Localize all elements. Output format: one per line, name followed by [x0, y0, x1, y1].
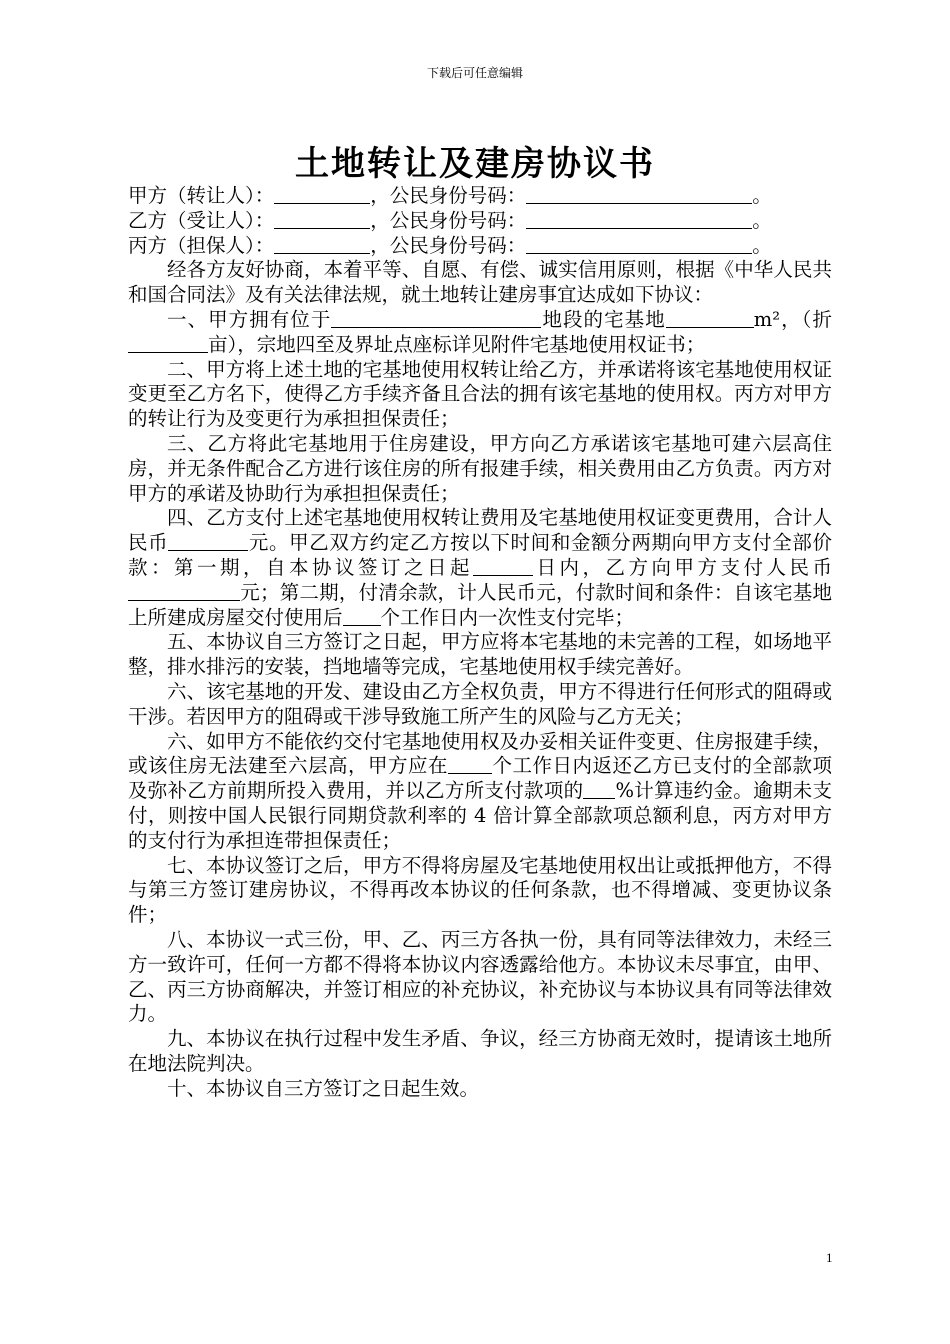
party-c-name-blank	[274, 235, 370, 254]
penalty-percent-blank	[583, 780, 615, 799]
first-payment-blank	[128, 582, 240, 601]
party-c-id-blank	[526, 235, 752, 254]
party-c-line: 丙方（担保人）： ，公民身份号码： 。	[128, 233, 772, 257]
clause-4: 四、乙方支付上述宅基地使用权转让费用及宅基地使用权证变更费用，合计人民币 元。甲乙双方约定乙方按以下时间和金额分两期向甲方支付全部价款：第一期，自本协议签订之日起 日内，乙方向甲方支付人民币元；第二期，付清余款，计人民币元，付款时间和条件：自该宅基地上所建成房屋交付使用后 个工作日内一次性支付完毕；	[128, 506, 832, 629]
party-b-line: 乙方（受让人）： ，公民身份号码： 。	[128, 208, 772, 232]
clause-6b: 六、如甲方不能依约交付宅基地使用权及办妥相关证件变更、住房报建手续，或该住房无法建至六层高，甲方应在 个工作日内返还乙方已支付的全部款项及弥补乙方前期所投入费用，并以乙方所支付款项的 %计算违约金。逾期未支付，则按中国人民银行同期贷款利率的 4 倍计算全部款项总额利息，丙方对甲方的支付行为承担连带担保责任；	[128, 729, 832, 852]
clause-8: 八、本协议一式三份，甲、乙、丙三方各执一份，具有同等法律效力，未经三方一致许可，任何一方都不得将本协议内容透露给他方。本协议未尽事宜，由甲、乙、丙三方协商解决，并签订相应的补充协议，补充协议与本协议具有同等法律效力。	[128, 927, 832, 1026]
party-a-id-blank	[526, 185, 752, 204]
intro-paragraph: 经各方友好协商，本着平等、自愿、有偿、诚实信用原则，根据《中华人民共和国合同法》及有关法律法规，就土地转让建房事宜达成如下协议：	[128, 258, 832, 307]
party-b-id-blank	[526, 210, 752, 229]
header-note: 下载后可任意编辑	[426, 66, 523, 80]
total-amount-blank	[168, 532, 248, 551]
document-body	[128, 184, 832, 1101]
workdays-blank	[343, 607, 381, 626]
mu-blank	[128, 334, 208, 353]
location-blank	[331, 309, 541, 328]
clause-2: 二、甲方将上述土地的宅基地使用权转让给乙方，并承诺将该宅基地使用权证变更至乙方名下，使得乙方手续齐备且合法的拥有该宅基地的使用权。丙方对甲方的转让行为及变更行为承担担保责任；	[128, 357, 832, 431]
clause-3: 三、乙方将此宅基地用于住房建设，甲方向乙方承诺该宅基地可建六层高住房，并无条件配合乙方进行该住房的所有报建手续，相关费用由乙方负责。丙方对甲方的承诺及协助行为承担担保责任；	[128, 431, 832, 505]
document-title: 土地转让及建房协议书	[295, 144, 655, 184]
page-number: 1	[826, 1250, 833, 1265]
clause-6a: 六、该宅基地的开发、建设由乙方全权负责，甲方不得进行任何形式的阻碍或干涉。若因甲方的阻碍或干涉导致施工所产生的风险与乙方无关；	[128, 679, 832, 728]
party-a-name-blank	[274, 185, 370, 204]
clause-1: 一、甲方拥有位于 地段的宅基地 m²，（折亩），宗地四至及界址点座标详见附件宅基地使用权证书；	[128, 308, 832, 358]
refund-days-blank	[448, 755, 492, 774]
clause-7: 七、本协议签订之后，甲方不得将房屋及宅基地使用权出让或抵押他方，不得与第三方签订建房协议，不得再改本协议的任何条款，也不得增减、变更协议条件；	[128, 853, 832, 927]
party-a-line: 甲方（转让人）： ，公民身份号码： 。	[128, 184, 772, 207]
area-blank	[666, 309, 754, 328]
days-blank	[473, 557, 533, 576]
clause-10: 十、本协议自三方签订之日起生效。	[167, 1076, 480, 1100]
party-b-name-blank	[274, 210, 370, 229]
clause-5: 五、本协议自三方签订之日起，甲方应将本宅基地的未完善的工程，如场地平整，排水排污的安装，挡地墙等完成，宅基地使用权手续完善好。	[128, 630, 832, 679]
clause-9: 九、本协议在执行过程中发生矛盾、争议，经三方协商无效时，提请该土地所在地法院判决。	[128, 1027, 832, 1075]
